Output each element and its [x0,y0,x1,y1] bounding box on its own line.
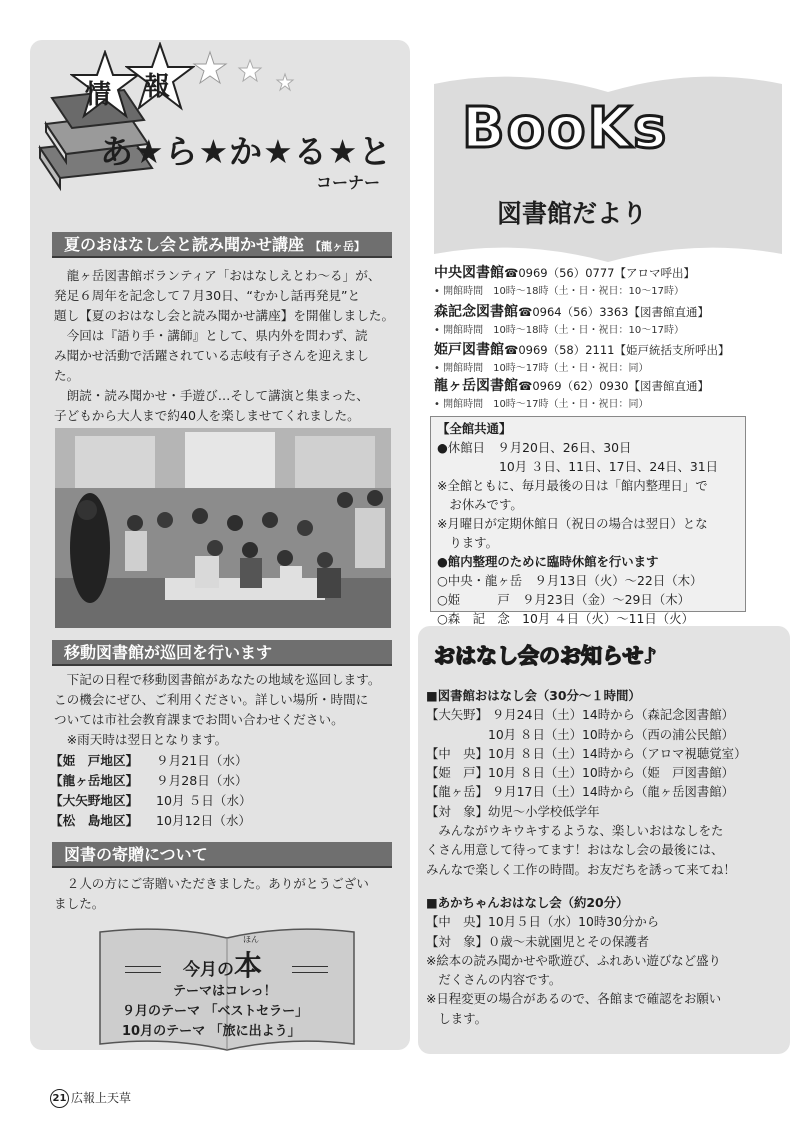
monthly-ruby: ほん [243,935,259,944]
schedule-date: 10月 ５日（水） [156,793,252,808]
paragraph-line: 子どもから大人まで約40人を楽しませてくれました。 [54,408,360,423]
section-heading-text: 図書の寄贈について [64,845,208,864]
schedule-area: 【松 島地区】 [50,813,139,828]
library-entry [434,301,709,336]
badge-char-jo: 情 [85,80,112,110]
library-entry [434,262,695,297]
publication-name: 広報上天草 [71,1091,132,1105]
section-heading-text: 移動図書館が巡回を行います [64,643,273,662]
library-phone: ☎0964（56）3363【図書館直通】 [518,305,709,319]
schedule-row [50,791,310,811]
schedule-row [50,751,310,771]
schedule-row [50,811,310,831]
library-phone: ☎0969（58）2111【姫戸統括支所呼出】 [504,343,730,357]
schedule-area: 【姫 戸地区】 [50,753,139,768]
schedule-area: 【龍ヶ岳地区】 [50,773,139,788]
schedule-area: 【大矢野地区】 [50,793,139,808]
paragraph-line: 朗読・読み聞かせ・手遊び…そして講演と集まった、 [66,388,369,403]
ohanashi-line: 【大矢野】 ９月24日（土）14時から（森記念図書館） [426,707,735,723]
paragraph-line: 今回は『語り手・講師』として、県内外を問わず、読 [66,328,368,343]
info-line: ●館内整理のために臨時休館を行います [437,554,659,569]
library-phone: ☎0969（62）0930【図書館直通】 [518,379,709,393]
title-rule-left [125,966,161,973]
section3-body [54,874,398,914]
paragraph-line: ※雨天時は翌日となります。 [66,732,228,747]
monthly-line1: ９月のテーマ 「ベストセラー」 [122,1004,309,1019]
info-line: ※月曜日が定期休館日（祝日の場合は翌日）とな [437,516,708,531]
monthly-line2: 10月のテーマ 「旅に出よう」 [122,1024,301,1039]
paragraph-line: 下記の日程で移動図書館があなたの地域を巡回します。 [66,672,381,687]
info-line: ○中央・龍ヶ岳 ９月13日（火）～22日（木） [437,573,703,588]
monthly-title-a: 今月の [183,960,234,980]
ohanashi-line: ■あかちゃんおはなし会（約20分） [426,894,629,910]
monthly-title-b: 本 [234,949,263,982]
sparkle-stars-icon [190,50,310,110]
section2-body [54,670,398,750]
library-hours: • 開館時間 10時～17時（土・日・祝日：同） [434,399,649,410]
library-name: 姫戸図書館 [434,342,504,358]
ohanashi-line: 【対 象】０歳～未就園児とその保護者 [426,933,650,949]
library-name: 中央図書館 [434,265,504,281]
ohanashi-body [426,686,782,1028]
library-hours: • 開館時間 10時～18時（土・日・祝日：10～17時） [434,325,684,336]
library-name: 龍ヶ岳図書館 [434,378,518,394]
monthly-title [183,944,262,984]
badge-char-ho: 報 [144,72,171,102]
ohanashi-line: ※絵本の読み聞かせや歌遊び、ふれあい遊びなど盛り [426,952,721,968]
section-heading-book-donation [52,842,392,868]
paragraph-line: た。 [54,368,80,383]
info-line: ※全館ともに、毎月最後の日は「館内整理日」で [437,478,708,493]
ohanashi-line: くさん用意して待ってます！おはなし会の最後には、 [426,842,724,858]
section-heading-summer-storytime [52,232,392,258]
location-tag: 【龍ヶ岳】 [310,240,366,253]
ohanashi-line: ※日程変更の場合があるので、各館まで確認をお願い [426,991,722,1007]
monthly-sub: テーマはコレっ！ [173,984,277,999]
ohanashi-line: だくさんの内容です。 [426,972,562,988]
info-line: ○森 記 念 10月 ４日（火）～11日（火） [437,611,694,626]
info-line: ります。 [437,535,498,550]
header-title: あ★ら★か★る★と [100,132,393,171]
common-info-box [430,416,746,626]
ohanashi-line: 【中 央】10月 ８日（土）14時から（アロマ視聴覚室） [426,745,747,761]
ohanashi-line: します。 [426,1010,487,1026]
library-entry [434,339,730,374]
schedule-row [50,771,310,791]
paragraph-line: 題し【夏のおはなし会と読み聞かせ講座】を開催しました。 [54,308,395,323]
ohanashi-line: 【龍ヶ岳】 ９月17日（土）14時から（龍ヶ岳図書館） [426,784,735,800]
library-hours: • 開館時間 10時～17時（土・日・祝日：同） [434,363,649,374]
library-entry [434,375,709,410]
ohanashi-line: みんなで楽しく工作の時間。お友だちを誘って来てね！ [426,861,736,877]
paragraph-line: み聞かせ活動で活躍されている志岐有子さんを迎えまし [54,348,369,363]
library-name: 森記念図書館 [434,304,518,320]
page-number: 21 [50,1089,69,1108]
schedule-date: 10月12日（水） [156,813,252,828]
ohanashi-line: ■図書館おはなし会（30分～１時間） [426,688,641,703]
library-hours: • 開館時間 10時～18時（土・日・祝日：10～17時） [434,286,684,297]
paragraph-line: ２人の方にご寄贈いただきました。ありがとうござい [66,876,369,891]
ohanashi-line: 【中 央】10月５日（水）10時30分から [426,914,660,930]
ohanashi-line: みんながウキウキするような、楽しいおはなしをた [426,823,724,839]
paragraph-line: 龍ヶ岳図書館ボランティア「おはなしえとわ～る」が、 [66,268,381,283]
info-line: 10月 ３日、11日、17日、24日、31日 [437,459,719,474]
ohanashi-heading: おはなし会のお知らせ♪ [434,644,657,668]
paragraph-line: この機会にぜひ、ご利用ください。詳しい場所・時間に [54,692,369,707]
paragraph-line: ついては市社会教育課までお問い合わせください。 [54,712,344,727]
info-line: ●休館日 ９月20日、26日、30日 [437,440,632,455]
section-heading-text: 夏のおはなし会と読み聞かせ講座 [64,235,305,254]
schedule-date: ９月28日（水） [156,773,248,788]
books-subtitle: 図書館だより [497,199,648,228]
paragraph-line: ました。 [54,896,105,911]
ohanashi-line: 10月 ８日（土）10時から（西の浦公民館） [426,726,735,742]
books-logo: BooKs [462,96,669,161]
ohanashi-line: 【対 象】幼児～小学校低学年 [426,803,600,819]
title-rule-right [292,966,328,973]
section1-body [54,266,398,426]
ohanashi-spacer [426,879,782,893]
section-heading-mobile-library [52,640,392,666]
event-photo [55,428,391,628]
info-line: 【全館共通】 [437,421,512,436]
mobile-library-schedule [50,751,310,831]
info-line: ○姫 戸 ９月23日（金）～29日（木） [437,592,690,607]
ohanashi-line: 【姫 戸】10月 ８日（土）10時から（姫 戸図書館） [426,765,735,781]
paragraph-line: 発足６周年を記念して７月30日、“むかし話再発見”と [54,288,361,303]
info-line: お休みです。 [437,497,523,512]
library-phone: ☎0969（56）0777【アロマ呼出】 [504,266,695,280]
header-subtitle: コーナー [316,173,381,192]
schedule-date: ９月21日（水） [156,753,248,768]
